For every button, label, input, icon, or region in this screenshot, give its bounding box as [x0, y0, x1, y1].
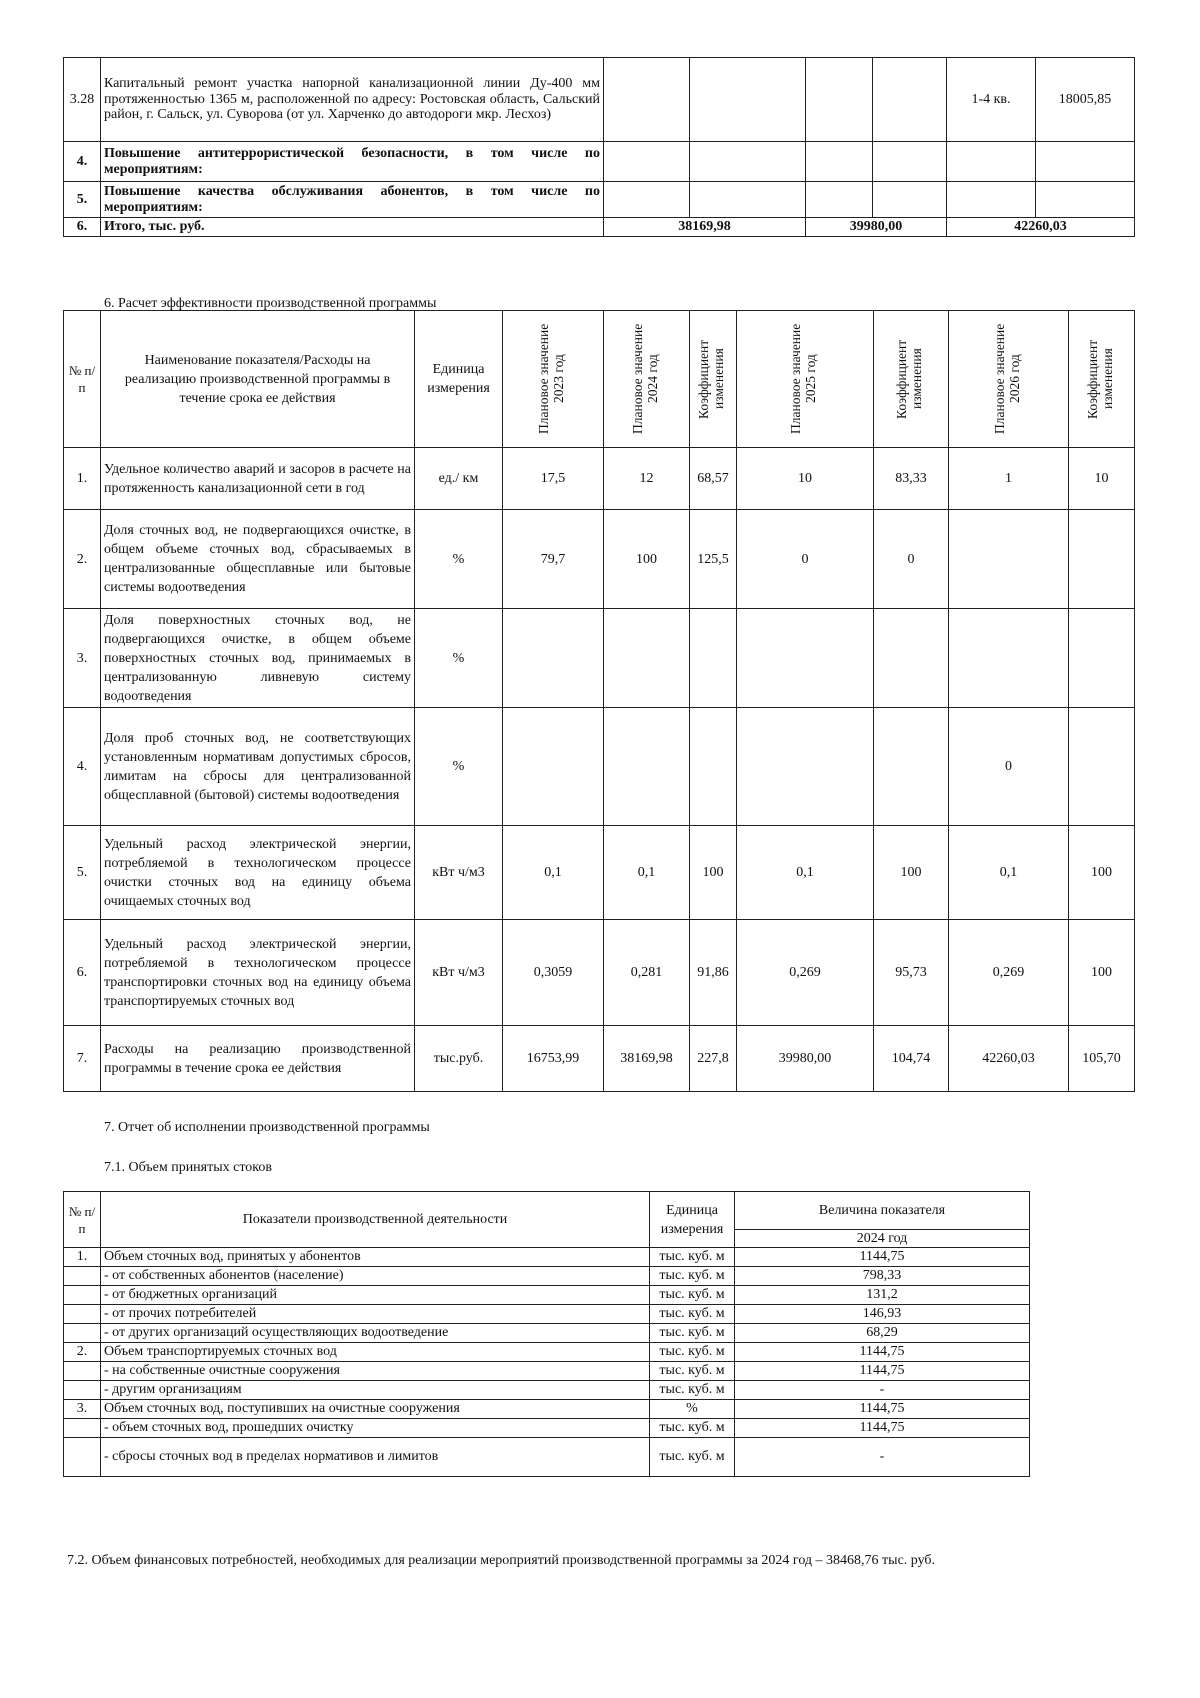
- row-unit: тыс. куб. м: [650, 1343, 735, 1362]
- row-p2025: [737, 708, 874, 826]
- total-row: [64, 218, 1135, 237]
- table-row: [64, 826, 1135, 920]
- row-value: 1144,75: [735, 1248, 1030, 1267]
- row-k3: [1069, 708, 1135, 826]
- table-row: [64, 448, 1135, 510]
- row-name: - от прочих потребителей: [101, 1305, 650, 1324]
- header-unit: Единица измерения: [650, 1192, 735, 1248]
- header-name: Показатели производственной деятельности: [101, 1192, 650, 1248]
- row-k3: 10: [1069, 448, 1135, 510]
- row-unit: тыс. куб. м: [650, 1305, 735, 1324]
- row-p2025: 10: [737, 448, 874, 510]
- row-num: 1.: [64, 1248, 101, 1267]
- efficiency-table: [63, 310, 1135, 1092]
- row-p2026: 0,269: [949, 920, 1069, 1026]
- total-2026: 42260,03: [947, 218, 1135, 237]
- row-unit: %: [415, 708, 503, 826]
- header-name: Наименование показателя/Расходы на реализацию производственной программы в течение срока ее действия: [101, 311, 415, 448]
- row-num: [64, 1324, 101, 1343]
- row-p2025: 0,1: [737, 826, 874, 920]
- row-name: Доля поверхностных сточных вод, не подвергающихся очистке, в общем объеме поверхностных сточных вод, принимаемых в централизованную ливневую систему водоотведения: [101, 609, 415, 708]
- row-k1: 227,8: [690, 1026, 737, 1092]
- row-name: Капитальный ремонт участка напорной канализационной линии Ду-400 мм протяженностью 1365 м, расположенной по адресу: Ростовская область, Сальский район, г. Сальск, ул. Суворова (от ул. Харченко до автодороги мкр. Лесхоз): [101, 58, 604, 142]
- row-value: 131,2: [735, 1286, 1030, 1305]
- row-num: [64, 1381, 101, 1400]
- row-p2026: [949, 609, 1069, 708]
- row-num: 2.: [64, 1343, 101, 1362]
- row-k1: [690, 708, 737, 826]
- table-row: [64, 1343, 1030, 1362]
- row-num: 3.: [64, 1400, 101, 1419]
- row-num: 7.: [64, 1026, 101, 1092]
- row-value: 1144,75: [735, 1343, 1030, 1362]
- row-p2025: 0: [737, 510, 874, 609]
- header-k2: Коэффициент изменения: [894, 339, 924, 419]
- table-row: [64, 1305, 1030, 1324]
- row-num: 4.: [64, 708, 101, 826]
- row-value: 1144,75: [735, 1419, 1030, 1438]
- row-p2024: [604, 708, 690, 826]
- row-name: Доля проб сточных вод, не соответствующих установленным нормативам допустимых сбросов, лимитам на сбросы для централизованной общесплавной (бытовой) системы водоотведения: [101, 708, 415, 826]
- row-unit: кВт ч/м3: [415, 920, 503, 1026]
- header-k1: Коэффициент изменения: [696, 339, 726, 419]
- row-value: 1144,75: [735, 1362, 1030, 1381]
- footer-note: 7.2. Объем финансовых потребностей, необходимых для реализации мероприятий производственной программы за 2024 год – 38468,76 тыс. руб.: [67, 1553, 936, 1568]
- table-row: [64, 510, 1135, 609]
- row-p2023: [503, 708, 604, 826]
- row-p2023: 79,7: [503, 510, 604, 609]
- row-p2026: 0,1: [949, 826, 1069, 920]
- row-p2023: [503, 609, 604, 708]
- table-row: [64, 609, 1135, 708]
- row-k3: 105,70: [1069, 1026, 1135, 1092]
- row-value: 18005,85: [1036, 58, 1135, 142]
- row-num: 2.: [64, 510, 101, 609]
- total-num: 6.: [64, 218, 101, 237]
- row-num: [64, 1419, 101, 1438]
- table-row: [64, 1400, 1030, 1419]
- row-num: 4.: [64, 142, 101, 182]
- row-k2: [874, 708, 949, 826]
- total-2025: 39980,00: [806, 218, 947, 237]
- table-row: [64, 920, 1135, 1026]
- row-p2026: 1: [949, 448, 1069, 510]
- row-name: - от бюджетных организаций: [101, 1286, 650, 1305]
- row-k1: 125,5: [690, 510, 737, 609]
- row-p2025: 39980,00: [737, 1026, 874, 1092]
- row-name: Доля сточных вод, не подвергающихся очистке, в общем объеме сточных вод, сбрасываемых в централизованные общесплавные или бытовые системы водоотведения: [101, 510, 415, 609]
- row-name: Удельный расход электрической энергии, потребляемой в технологическом процессе транспортировки сточных вод на единицу объема транспортируемых сточных вод: [101, 920, 415, 1026]
- row-num: 5.: [64, 182, 101, 218]
- row-num: 3.28: [64, 58, 101, 142]
- row-name: - другим организациям: [101, 1381, 650, 1400]
- row-name: - сбросы сточных вод в пределах нормативов и лимитов: [101, 1438, 650, 1477]
- row-num: 6.: [64, 920, 101, 1026]
- header-p2024: Плановое значение 2024 год: [629, 323, 660, 435]
- row-unit: %: [650, 1400, 735, 1419]
- row-p2023: 16753,99: [503, 1026, 604, 1092]
- row-p2025: [737, 609, 874, 708]
- header-p2023: Плановое значение 2023 год: [536, 323, 566, 435]
- header-num: № п/п: [64, 311, 101, 448]
- header-p2025: Плановое значение 2025 год: [788, 323, 818, 435]
- row-p2026: 42260,03: [949, 1026, 1069, 1092]
- row-unit: тыс. куб. м: [650, 1419, 735, 1438]
- row-name: Расходы на реализацию производственной программы в течение срока ее действия: [101, 1026, 415, 1092]
- header-year: 2024 год: [735, 1230, 1030, 1248]
- header-p2026: Плановое значение 2026 год: [991, 323, 1022, 435]
- row-value: 146,93: [735, 1305, 1030, 1324]
- row-num: 3.: [64, 609, 101, 708]
- header-row: [64, 1192, 1030, 1230]
- row-value: -: [735, 1438, 1030, 1477]
- row-p2024: 38169,98: [604, 1026, 690, 1092]
- row-p2023: 0,1: [503, 826, 604, 920]
- row-k3: [1069, 510, 1135, 609]
- table-row: [64, 708, 1135, 826]
- table-row: [64, 1286, 1030, 1305]
- row-num: [64, 1305, 101, 1324]
- row-name: - от собственных абонентов (население): [101, 1267, 650, 1286]
- row-k1: 100: [690, 826, 737, 920]
- table-row: [64, 1248, 1030, 1267]
- header-row: [64, 311, 1135, 448]
- volume-table: [63, 1191, 1030, 1477]
- section6-title: 6. Расчет эффективности производственной программы: [104, 296, 437, 311]
- row-k2: [874, 609, 949, 708]
- row-value: 798,33: [735, 1267, 1030, 1286]
- header-unit: Единица измерения: [415, 311, 503, 448]
- row-unit: кВт ч/м3: [415, 826, 503, 920]
- row-unit: %: [415, 609, 503, 708]
- row-k3: 100: [1069, 826, 1135, 920]
- row-value: 1144,75: [735, 1400, 1030, 1419]
- row-num: 1.: [64, 448, 101, 510]
- table-row: [64, 1324, 1030, 1343]
- header-value: Величина показателя: [735, 1192, 1030, 1230]
- row-unit: %: [415, 510, 503, 609]
- row-unit: тыс. куб. м: [650, 1248, 735, 1267]
- row-name: Повышение качества обслуживания абонентов, в том числе по мероприятиям:: [101, 182, 604, 218]
- row-k1: 68,57: [690, 448, 737, 510]
- table-row: [64, 142, 1135, 182]
- investment-table: [63, 57, 1135, 237]
- row-value: -: [735, 1381, 1030, 1400]
- row-p2023: 17,5: [503, 448, 604, 510]
- table-row: [64, 182, 1135, 218]
- row-name: - на собственные очистные сооружения: [101, 1362, 650, 1381]
- row-quarter: 1-4 кв.: [947, 58, 1036, 142]
- row-p2024: 0,281: [604, 920, 690, 1026]
- row-unit: тыс. куб. м: [650, 1381, 735, 1400]
- table-row: [64, 1419, 1030, 1438]
- row-k2: 83,33: [874, 448, 949, 510]
- row-name: Удельное количество аварий и засоров в расчете на протяженность канализационной сети в год: [101, 448, 415, 510]
- header-num: № п/п: [64, 1192, 101, 1248]
- section7-title: 7. Отчет об исполнении производственной программы: [104, 1120, 430, 1135]
- row-unit: тыс. куб. м: [650, 1267, 735, 1286]
- row-unit: тыс. куб. м: [650, 1362, 735, 1381]
- row-p2024: 0,1: [604, 826, 690, 920]
- row-k2: 104,74: [874, 1026, 949, 1092]
- row-unit: тыс. куб. м: [650, 1438, 735, 1477]
- row-num: [64, 1286, 101, 1305]
- row-num: [64, 1267, 101, 1286]
- row-name: Объем транспортируемых сточных вод: [101, 1343, 650, 1362]
- table-row: [64, 1026, 1135, 1092]
- row-p2024: 100: [604, 510, 690, 609]
- row-p2024: [604, 609, 690, 708]
- row-value: 68,29: [735, 1324, 1030, 1343]
- table-row: [64, 58, 1135, 142]
- row-num: 5.: [64, 826, 101, 920]
- row-unit: ед./ км: [415, 448, 503, 510]
- row-unit: тыс.руб.: [415, 1026, 503, 1092]
- row-k2: 0: [874, 510, 949, 609]
- row-k2: 100: [874, 826, 949, 920]
- row-k3: [1069, 609, 1135, 708]
- row-p2026: [949, 510, 1069, 609]
- row-k1: [690, 609, 737, 708]
- row-k3: 100: [1069, 920, 1135, 1026]
- row-p2026: 0: [949, 708, 1069, 826]
- table-row: [64, 1381, 1030, 1400]
- table-row: [64, 1267, 1030, 1286]
- total-name: Итого, тыс. руб.: [101, 218, 604, 237]
- row-p2023: 0,3059: [503, 920, 604, 1026]
- row-k1: 91,86: [690, 920, 737, 1026]
- section7-subtitle: 7.1. Объем принятых стоков: [104, 1160, 272, 1175]
- row-name: Удельный расход электрической энергии, потребляемой в технологическом процессе очистки сточных вод на единицу объема очищаемых сточных вод: [101, 826, 415, 920]
- row-name: - объем сточных вод, прошедших очистку: [101, 1419, 650, 1438]
- row-name: - от других организаций осуществляющих водоотведение: [101, 1324, 650, 1343]
- total-2024: 38169,98: [604, 218, 806, 237]
- row-k2: 95,73: [874, 920, 949, 1026]
- row-num: [64, 1438, 101, 1477]
- row-name: Повышение антитеррористической безопасности, в том числе по мероприятиям:: [101, 142, 604, 182]
- row-p2025: 0,269: [737, 920, 874, 1026]
- row-name: Объем сточных вод, поступивших на очистные сооружения: [101, 1400, 650, 1419]
- row-name: Объем сточных вод, принятых у абонентов: [101, 1248, 650, 1267]
- row-num: [64, 1362, 101, 1381]
- row-unit: тыс. куб. м: [650, 1324, 735, 1343]
- header-k3: Коэффициент изменения: [1084, 339, 1115, 419]
- row-p2024: 12: [604, 448, 690, 510]
- table-row: [64, 1438, 1030, 1477]
- row-unit: тыс. куб. м: [650, 1286, 735, 1305]
- table-row: [64, 1362, 1030, 1381]
